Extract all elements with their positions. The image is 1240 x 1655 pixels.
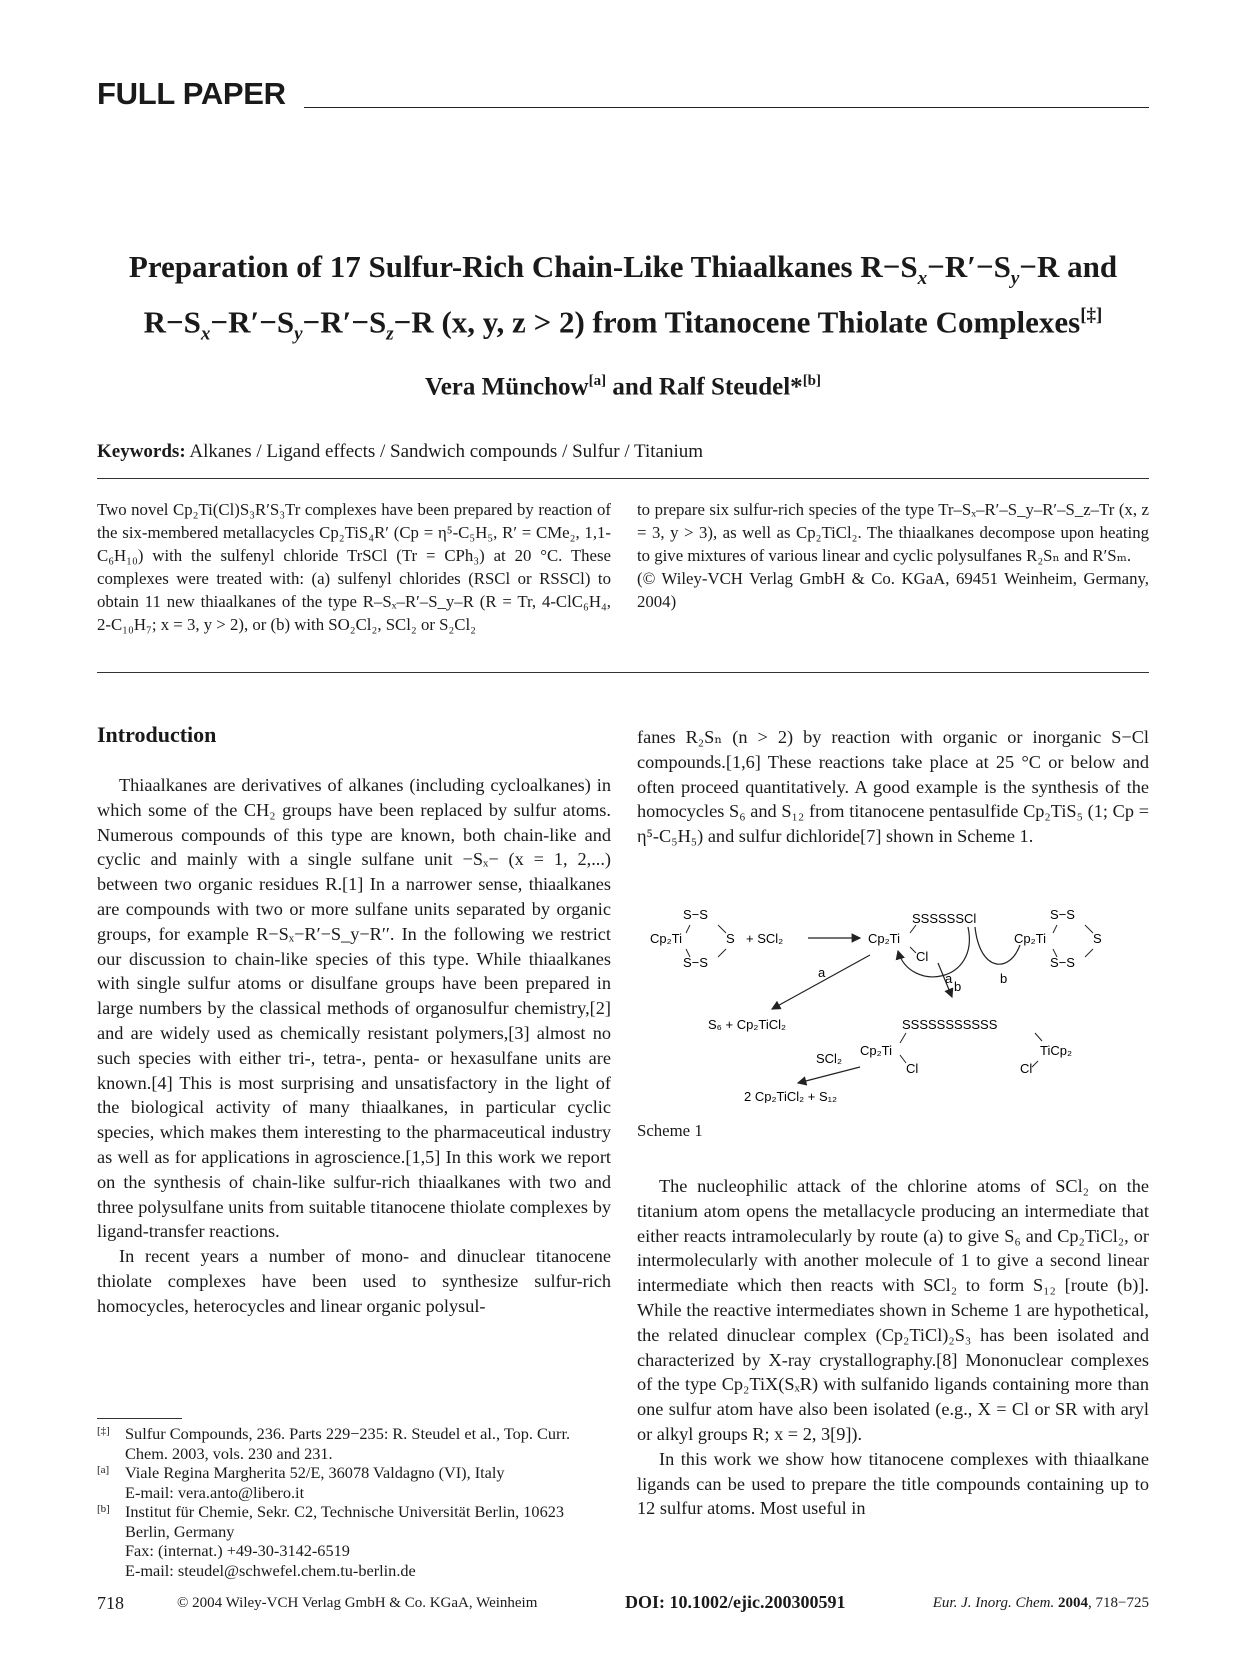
bond bbox=[1035, 1033, 1042, 1041]
abstract-paragraph: Two novel Cp₂Ti(Cl)S₃R′S₃Tr complexes have been prepared by reaction of the six-membered metallacycles Cp₂TiS₄R′ (Cp = η⁵-C₅H₅, R′ = CMe₂, 1,1-C₆H₁₀) with the sulfenyl chloride TrSCl (Tr = CPh₃) at 20 °C. These complexes were treated with: (a) sulfenyl chlorides (RSCl or RSSCl) to obtain 11 new thiaalkanes of the type R–Sₓ–R′–S_y–R (R = Tr, 4-ClC₆H₄, 2-C₁₀H₇; x = 3, y > 2), or (b) with SO₂Cl₂, SCl₂ or S₂Cl₂ bbox=[97, 500, 611, 634]
bond bbox=[910, 925, 916, 933]
route-label-a: a bbox=[818, 965, 826, 980]
author-line bbox=[97, 373, 1149, 401]
footnote bbox=[97, 1463, 611, 1502]
s6-product-label: S₆ + Cp₂TiCl₂ bbox=[708, 1017, 787, 1032]
footnote bbox=[97, 1502, 611, 1580]
title-footnote-mark: [‡] bbox=[1080, 305, 1103, 327]
body-right-column-bottom bbox=[637, 1174, 1149, 1521]
title-subscript: y bbox=[294, 323, 303, 345]
ring-bond bbox=[718, 949, 726, 957]
footnote-mark: [b] bbox=[97, 1503, 110, 1515]
title-line-2 bbox=[97, 297, 1149, 353]
journal-name: Eur. J. Inorg. Chem. bbox=[932, 1595, 1055, 1611]
final-arrow bbox=[798, 1067, 860, 1083]
title-subscript: y bbox=[1010, 268, 1020, 290]
route-label-b: b bbox=[1000, 971, 1008, 986]
body-paragraph: In recent years a number of mono- and dinuclear titanocene thiolate complexes have been used to synthesize sulfur-rich homocycles, heterocycles and linear organic polysul- bbox=[97, 1246, 611, 1316]
ring-bond bbox=[1053, 925, 1057, 933]
body-left-column bbox=[97, 773, 611, 1319]
body-paragraph: In this work we show how titanocene complexes with thiaalkane ligands can be used to prepare the title compounds containing up to 12 sulfur atoms. Most useful in bbox=[637, 1448, 1149, 1519]
footnote-email[interactable]: E-mail: steudel@schwefel.chem.tu-berlin.de bbox=[125, 1560, 416, 1580]
ring-bond bbox=[1085, 949, 1093, 957]
footnote-fax: Fax: (internat.) +49-30-3142-6519 bbox=[125, 1541, 350, 1560]
abstract-bottom-rule bbox=[97, 672, 1149, 673]
bond bbox=[1032, 1061, 1038, 1067]
abstract-copyright: (© Wiley-VCH Verlag GmbH & Co. KGaA, 69451 Weinheim, Germany, 2004) bbox=[637, 569, 1149, 611]
scheme-caption: Scheme 1 bbox=[637, 1121, 703, 1140]
abstract-top-rule bbox=[97, 478, 1149, 479]
final-product-label: 2 Cp₂TiCl₂ + S₁₂ bbox=[744, 1089, 838, 1103]
footnote-text: Institut für Chemie, Sekr. C2, Technische Universität Berlin, 10623 Berlin, Germany bbox=[125, 1502, 564, 1541]
route-label-b: b bbox=[954, 979, 962, 994]
body-paragraph: Thiaalkanes are derivatives of alkanes (including cycloalkanes) in which some of the CH₂ groups have been replaced by sulfur atoms. Numerous compounds of this type are known, both chain-like and cyclic and mainly with a single sulfane unit −Sₓ− (x = 1, 2,...) between two organic residues R.[1] In a narrower sense, thiaalkanes are compounds with two or more sulfane units separated by organic groups, for example R−Sₓ−R′−S_y−R′′. In the following we restrict our discussion to chain-like species of this type. While thiaalkanes with single sulfur atoms or disulfane groups have been prepared in large numbers by the classical methods of organosulfur chemistry,[2] and are widely used as chemically resistant polymers,[3] almost no such species with either tri-, tetra-, penta- or hexasulfane units are known.[4] This is most surprising and unsatisfactory in the light of the biological activity of many thiaalkanes, in particular cyclic species, which makes them interesting to the pharmaceutical industry as well as for applications in agroscience.[1,5] In this work we report on the synthesis of chain-like sulfur-rich thiaalkanes with two and three polysulfane units from suitable titanocene thiolate complexes by ligand-transfer reactions. bbox=[97, 775, 611, 1242]
bond bbox=[900, 1033, 906, 1043]
title-text: −R′−S bbox=[210, 304, 295, 340]
journal-pages: , 718−725 bbox=[1088, 1595, 1149, 1611]
section-label: FULL PAPER bbox=[97, 76, 286, 111]
title-text: −R′−S bbox=[927, 249, 1011, 284]
route-label-a: a bbox=[945, 971, 953, 986]
footnote bbox=[97, 1424, 611, 1463]
footnote-mark: [a] bbox=[97, 1464, 110, 1476]
cp2ti-label: Cp₂Ti bbox=[1014, 931, 1047, 946]
journal-citation bbox=[933, 1595, 1149, 1612]
footnotes bbox=[97, 1424, 611, 1580]
title-subscript: x bbox=[917, 268, 928, 290]
cp2ti-label: Cp₂Ti bbox=[868, 931, 901, 946]
abstract-right bbox=[637, 498, 1149, 613]
ring-ss-bottom: S−S bbox=[1050, 955, 1075, 970]
doi-link[interactable]: DOI: 10.1002/ejic.200300591 bbox=[625, 1592, 846, 1612]
ring-bond bbox=[686, 925, 690, 933]
ring-s-right: S bbox=[726, 931, 735, 946]
page-footer bbox=[97, 1592, 1149, 1619]
ring-bond bbox=[718, 925, 726, 933]
title-subscript: x bbox=[200, 323, 211, 345]
route-a-product-arrow bbox=[772, 955, 870, 1009]
author-name: Vera Münchow bbox=[424, 373, 589, 401]
keywords bbox=[97, 441, 1149, 463]
sulfur-chain-label: SSSSSSSSSSS bbox=[902, 1017, 998, 1032]
ring-bond bbox=[1085, 925, 1093, 933]
keywords-label: Keywords: bbox=[97, 441, 186, 462]
cp2ti-label: Cp₂Ti bbox=[860, 1043, 893, 1058]
title-text: Preparation of 17 Sulfur-Rich Chain-Like Thiaalkanes R−S bbox=[128, 249, 918, 284]
title-line-1 bbox=[97, 248, 1149, 297]
header-rule bbox=[304, 107, 1149, 108]
title-subscript: z bbox=[386, 323, 394, 345]
body-right-column-top bbox=[637, 725, 1149, 849]
affiliation-mark: [a] bbox=[588, 373, 607, 389]
section-heading: Introduction bbox=[97, 722, 217, 747]
chloride-label: Cl bbox=[906, 1061, 919, 1076]
ring-ss-top: S−S bbox=[683, 907, 708, 922]
reagent-label: + SCl₂ bbox=[746, 931, 784, 946]
footnote-text: Viale Regina Margherita 52/E, 36078 Valdagno (VI), Italy bbox=[125, 1463, 505, 1482]
footnote-email[interactable]: E-mail: vera.anto@libero.it bbox=[125, 1482, 305, 1502]
reaction-scheme bbox=[650, 893, 1130, 1103]
chloride-label: Cl bbox=[1020, 1061, 1033, 1076]
footnote-text: Sulfur Compounds, 236. Parts 229−235: R. Steudel et al., Top. Curr. Chem. 2003, vols. 230 and 231. bbox=[125, 1424, 571, 1463]
sulfur-chain-label: SSSSSSCl bbox=[912, 911, 977, 926]
chloride-label: Cl bbox=[916, 949, 929, 964]
running-header bbox=[97, 76, 1149, 116]
title-text: −R and bbox=[1019, 249, 1118, 284]
body-paragraph: fanes R₂Sₙ (n > 2) by reaction with organic or inorganic S−Cl compounds.[1,6] These reactions take place at 25 °C or below and often proceed quantitatively. A good example is the synthesis of the homocycles S₆ and S₁₂ from titanocene pentasulfide Cp₂TiS₅ (1; Cp = η⁵-C₅H₅) and sulfur dichloride[7] shown in Scheme 1. bbox=[637, 727, 1149, 847]
footnote-rule bbox=[97, 1418, 182, 1419]
affiliation-mark: [b] bbox=[802, 373, 822, 389]
abstract-paragraph: to prepare six sulfur-rich species of the type Tr–Sₓ–R′–S_y–R′–S_z–Tr (x, z = 3, y > 3), as well as Cp₂TiCl₂. The thiaalkanes decompose upon heating to give mixtures of various linear and cyclic polysulfanes R₂Sₙ and R′Sₘ. bbox=[637, 500, 1149, 565]
title-text: −R′−S bbox=[302, 304, 387, 340]
paper-title bbox=[97, 248, 1149, 353]
ring-s-right: S bbox=[1093, 931, 1102, 946]
journal-year: 2004 bbox=[1058, 1595, 1089, 1611]
reagent-label: SCl₂ bbox=[816, 1051, 842, 1066]
footer-copyright: © 2004 Wiley-VCH Verlag GmbH & Co. KGaA, Weinheim bbox=[177, 1595, 538, 1611]
ticp2-label: TiCp₂ bbox=[1040, 1043, 1073, 1058]
keywords-text: Alkanes / Ligand effects / Sandwich compounds / Sulfur / Titanium bbox=[185, 441, 704, 462]
footnote-mark: [‡] bbox=[97, 1425, 110, 1437]
body-paragraph: The nucleophilic attack of the chlorine atoms of SCl₂ on the titanium atom opens the metallacycle producing an intermediate that either reacts intramolecularly by route (a) to give S₆ and Cp₂TiCl₂, or intermolecularly with another molecule of 1 to give a second linear intermediate which then reacts with SCl₂ to form S₁₂ [route (b)]. While the reactive intermediates shown in Scheme 1 are hypothetical, the related dinuclear complex (Cp₂TiCl)₂S₃ has been isolated and characterized by X-ray crystallography.[8] Mononuclear complexes of the type Cp₂TiX(SₓR) with sulfanido ligands containing more than one sulfur atom have also been isolated (e.g., X = Cl or SR with aryl or alkyl groups R; x = 2, 3[9]). bbox=[637, 1176, 1149, 1444]
ring-ss-bottom: S−S bbox=[683, 955, 708, 970]
abstract-left bbox=[97, 498, 611, 636]
ring-ss-top: S−S bbox=[1050, 907, 1075, 922]
title-text: R−S bbox=[143, 304, 201, 340]
author-name: and Ralf Steudel* bbox=[606, 373, 803, 401]
title-text: −R (x, y, z > 2) from Titanocene Thiolate Complexes bbox=[393, 304, 1081, 340]
page-number: 718 bbox=[97, 1593, 124, 1613]
cp2ti-label: Cp₂Ti bbox=[650, 931, 683, 946]
route-a-arrow bbox=[898, 927, 969, 977]
